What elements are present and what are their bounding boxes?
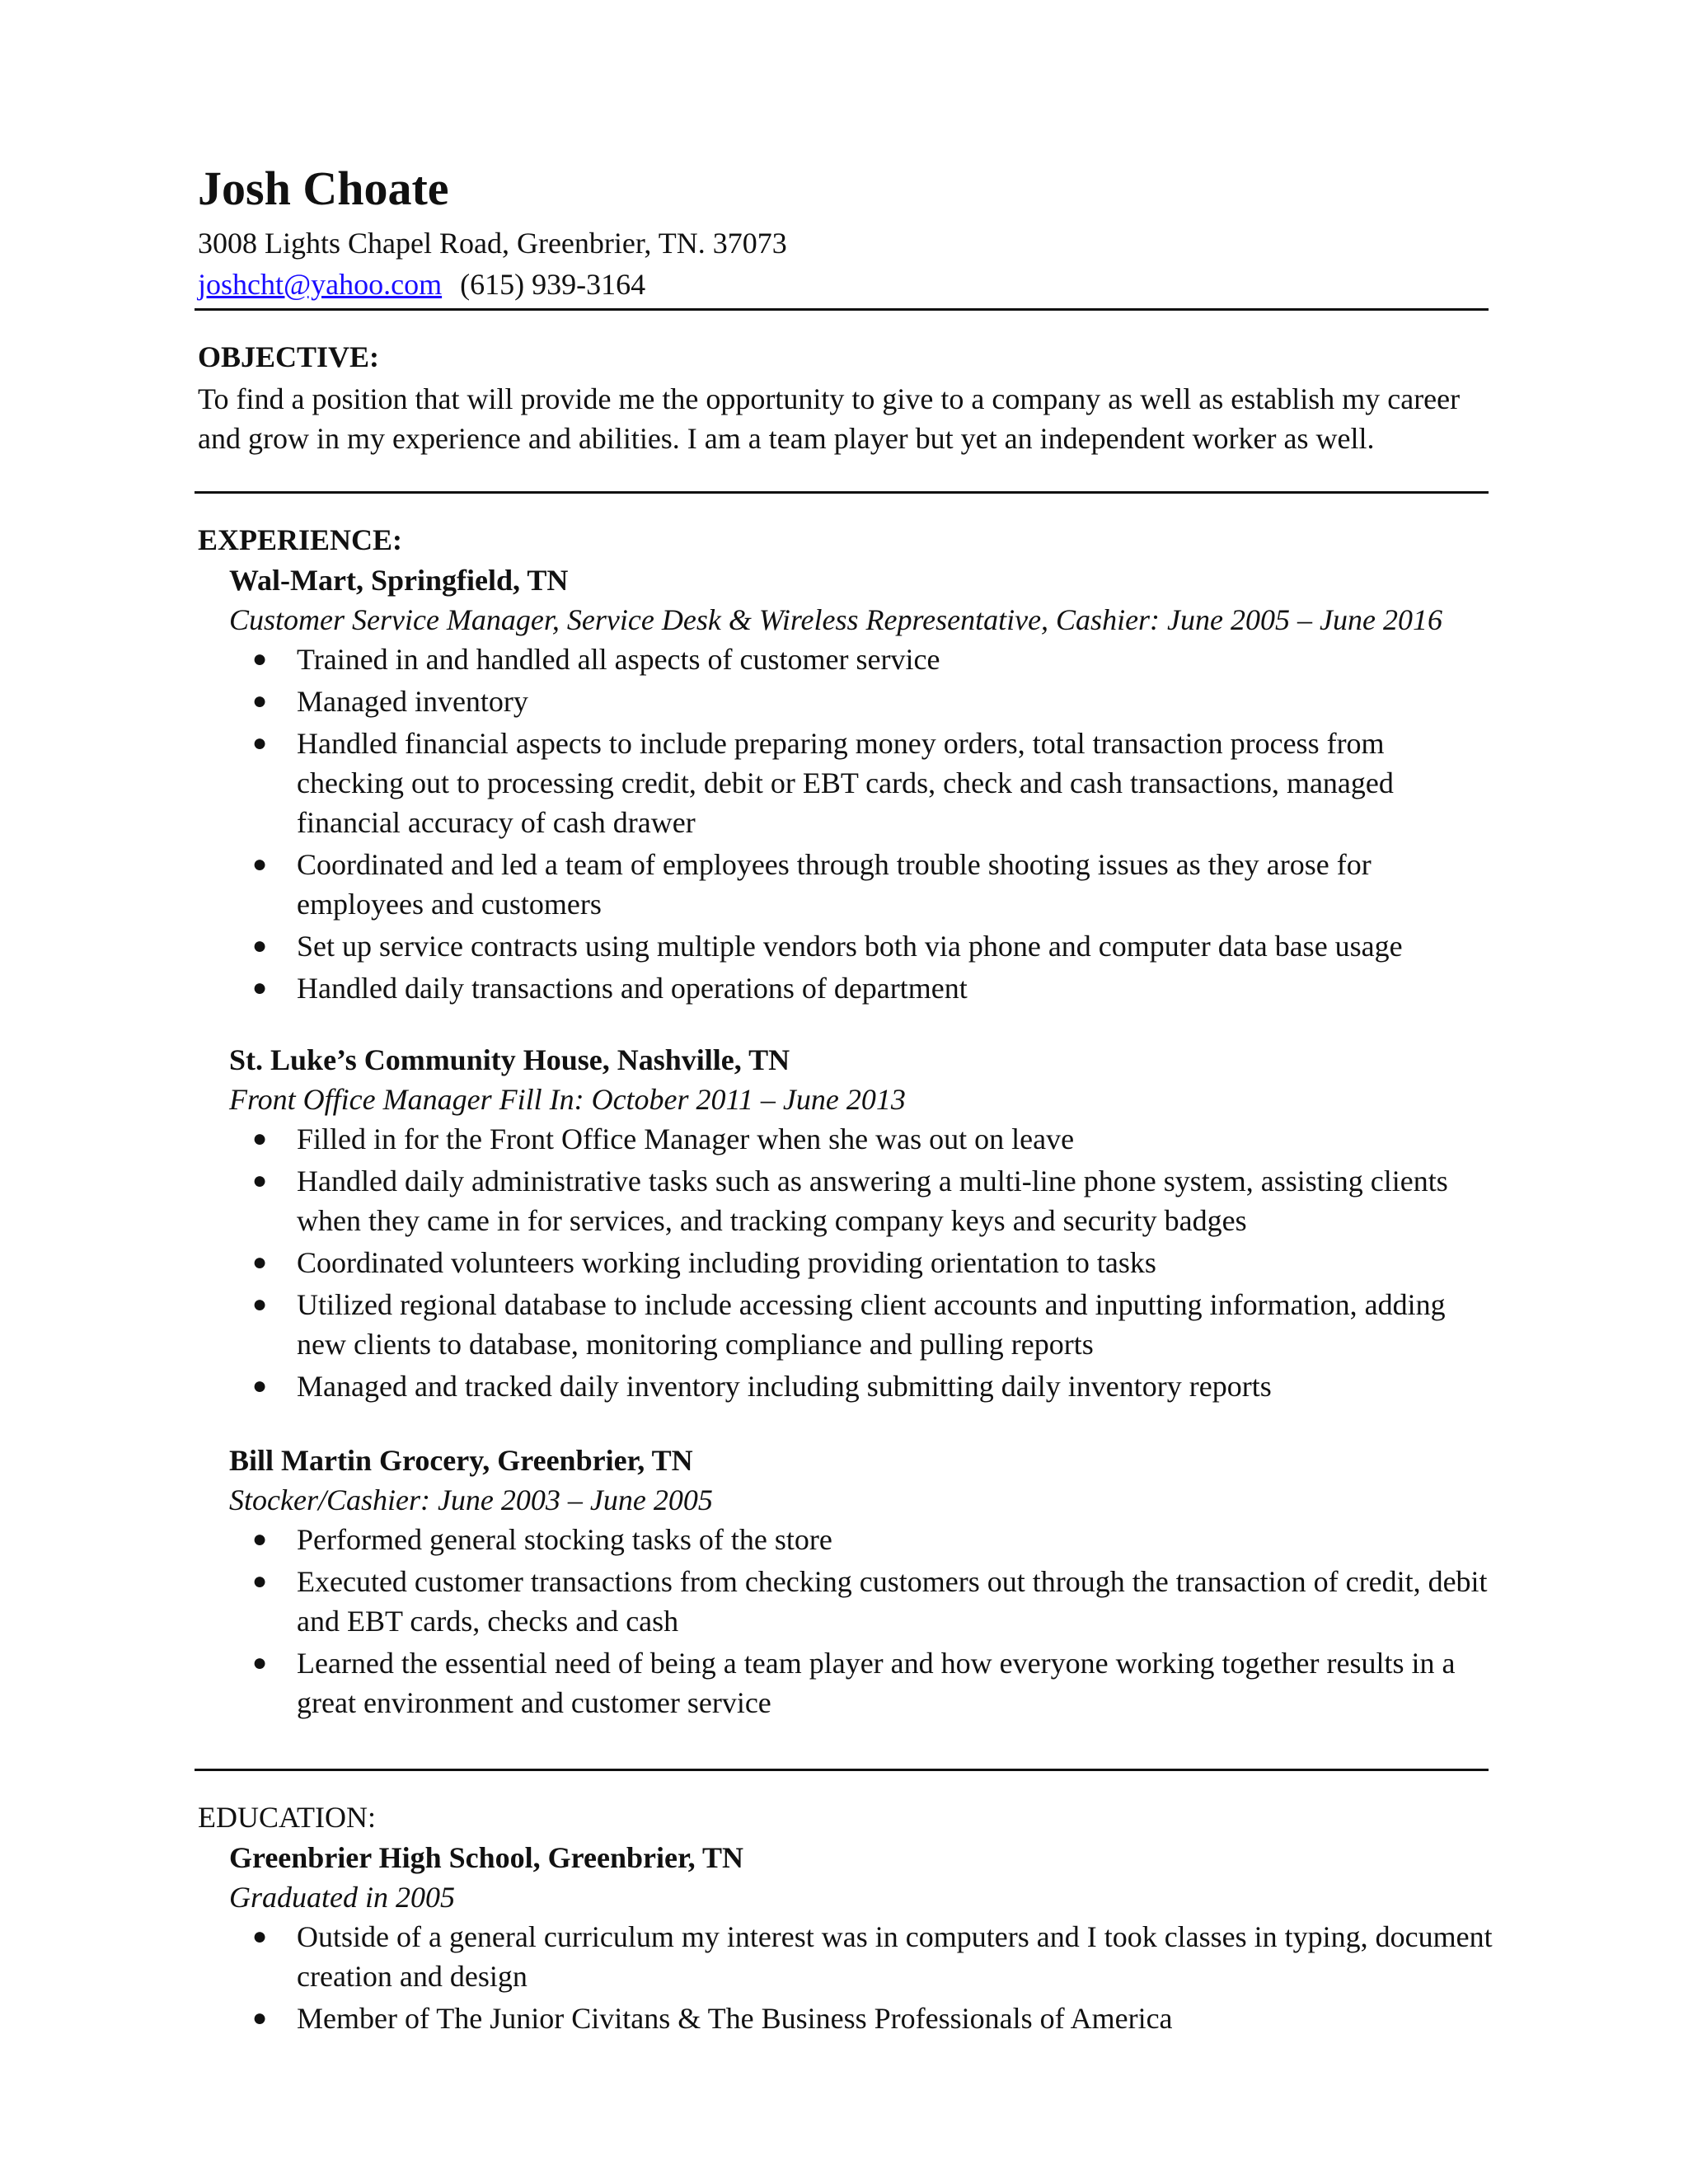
list-item: ● Handled daily transactions and operations of department	[229, 968, 1498, 1008]
divider-header	[195, 308, 1489, 311]
job-organization: St. Luke’s Community House, Nashville, TN	[229, 1043, 790, 1076]
list-item: ● Managed inventory	[229, 682, 1498, 721]
candidate-name: Josh Choate	[198, 162, 449, 215]
bullet-icon: ●	[252, 1291, 268, 1318]
job-role: Stocker/Cashier: June 2003 – June 2005	[229, 1483, 713, 1516]
bullet-icon: ●	[252, 1568, 268, 1595]
bullet-icon: ●	[252, 974, 268, 1001]
list-item: ● Outside of a general curriculum my interest was in computers and I took classes in typing, document creation and design	[229, 1917, 1498, 1996]
list-item: ● Utilized regional database to include accessing client accounts and inputting information, adding new clients to database, monitoring compliance and pulling reports	[229, 1285, 1498, 1364]
phone-number: (615) 939-3164	[460, 268, 646, 301]
bullet-icon: ●	[252, 1649, 268, 1676]
list-item: ● Handled financial aspects to include preparing money orders, total transaction process from checking out to processing credit, debit or EBT cards, check and cash transactions, managed financial accuracy of cash drawer	[229, 724, 1498, 842]
job-bill-martin	[229, 1441, 1498, 1725]
bullet-icon: ●	[252, 687, 268, 715]
list-item: ● Coordinated and led a team of employees through trouble shooting issues as they arose for employees and customers	[229, 845, 1498, 924]
candidate-address: 3008 Lights Chapel Road, Greenbrier, TN. 37073	[198, 227, 787, 260]
list-item: ● Executed customer transactions from checking customers out through the transaction of credit, debit and EBT cards, checks and cash	[229, 1562, 1498, 1641]
experience-heading: EXPERIENCE:	[198, 523, 403, 556]
job-duties	[229, 1119, 1498, 1406]
school-name: Greenbrier High School, Greenbrier, TN	[229, 1841, 743, 1874]
bullet-icon: ●	[252, 1125, 268, 1152]
list-item: ● Performed general stocking tasks of the store	[229, 1520, 1498, 1559]
graduation-date: Graduated in 2005	[229, 1881, 455, 1914]
bullet-icon: ●	[252, 851, 268, 878]
list-item: ● Filled in for the Front Office Manager when she was out on leave	[229, 1119, 1498, 1159]
list-item: ● Handled daily administrative tasks such as answering a multi-line phone system, assisting clients when they came in for services, and tracking company keys and security badges	[229, 1161, 1498, 1240]
job-walmart	[229, 560, 1498, 1010]
education-school	[229, 1838, 1498, 2041]
list-item: ● Set up service contracts using multiple vendors both via phone and computer data base usage	[229, 926, 1498, 966]
bullet-icon: ●	[252, 1167, 268, 1194]
education-details	[229, 1917, 1498, 2038]
bullet-icon: ●	[252, 729, 268, 757]
divider-objective	[195, 491, 1489, 494]
objective-heading: OBJECTIVE:	[198, 340, 380, 373]
job-role: Front Office Manager Fill In: October 2011 – June 2013	[229, 1083, 906, 1116]
bullet-icon: ●	[252, 1923, 268, 1950]
bullet-icon: ●	[252, 1372, 268, 1399]
list-item: ● Coordinated volunteers working including providing orientation to tasks	[229, 1243, 1498, 1282]
education-heading: EDUCATION:	[198, 1801, 376, 1834]
job-organization: Wal-Mart, Springfield, TN	[229, 564, 569, 597]
list-item: ● Trained in and handled all aspects of customer service	[229, 640, 1498, 679]
bullet-icon: ●	[252, 2004, 268, 2032]
bullet-icon: ●	[252, 1249, 268, 1276]
objective-text: To find a position that will provide me the opportunity to give to a company as well as establish my career and grow in my experience and abilities. I am a team player but yet an independent worker as well.	[198, 382, 1461, 455]
bullet-icon: ●	[252, 645, 268, 673]
list-item: ● Managed and tracked daily inventory including submitting daily inventory reports	[229, 1366, 1498, 1406]
divider-experience	[195, 1769, 1489, 1771]
job-duties	[229, 1520, 1498, 1722]
contact-line	[198, 267, 645, 302]
list-item: ● Member of The Junior Civitans & The Business Professionals of America	[229, 1999, 1498, 2038]
job-organization: Bill Martin Grocery, Greenbrier, TN	[229, 1444, 693, 1477]
bullet-icon: ●	[252, 932, 268, 959]
bullet-icon: ●	[252, 1526, 268, 1553]
job-role: Customer Service Manager, Service Desk & Wireless Representative, Cashier: June 2005 – June 2016	[229, 603, 1442, 636]
email-link[interactable]: joshcht@yahoo.com	[198, 268, 443, 301]
list-item: ● Learned the essential need of being a team player and how everyone working together results in a great environment and customer service	[229, 1643, 1498, 1722]
job-duties	[229, 640, 1498, 1008]
job-st-lukes	[229, 1040, 1498, 1408]
